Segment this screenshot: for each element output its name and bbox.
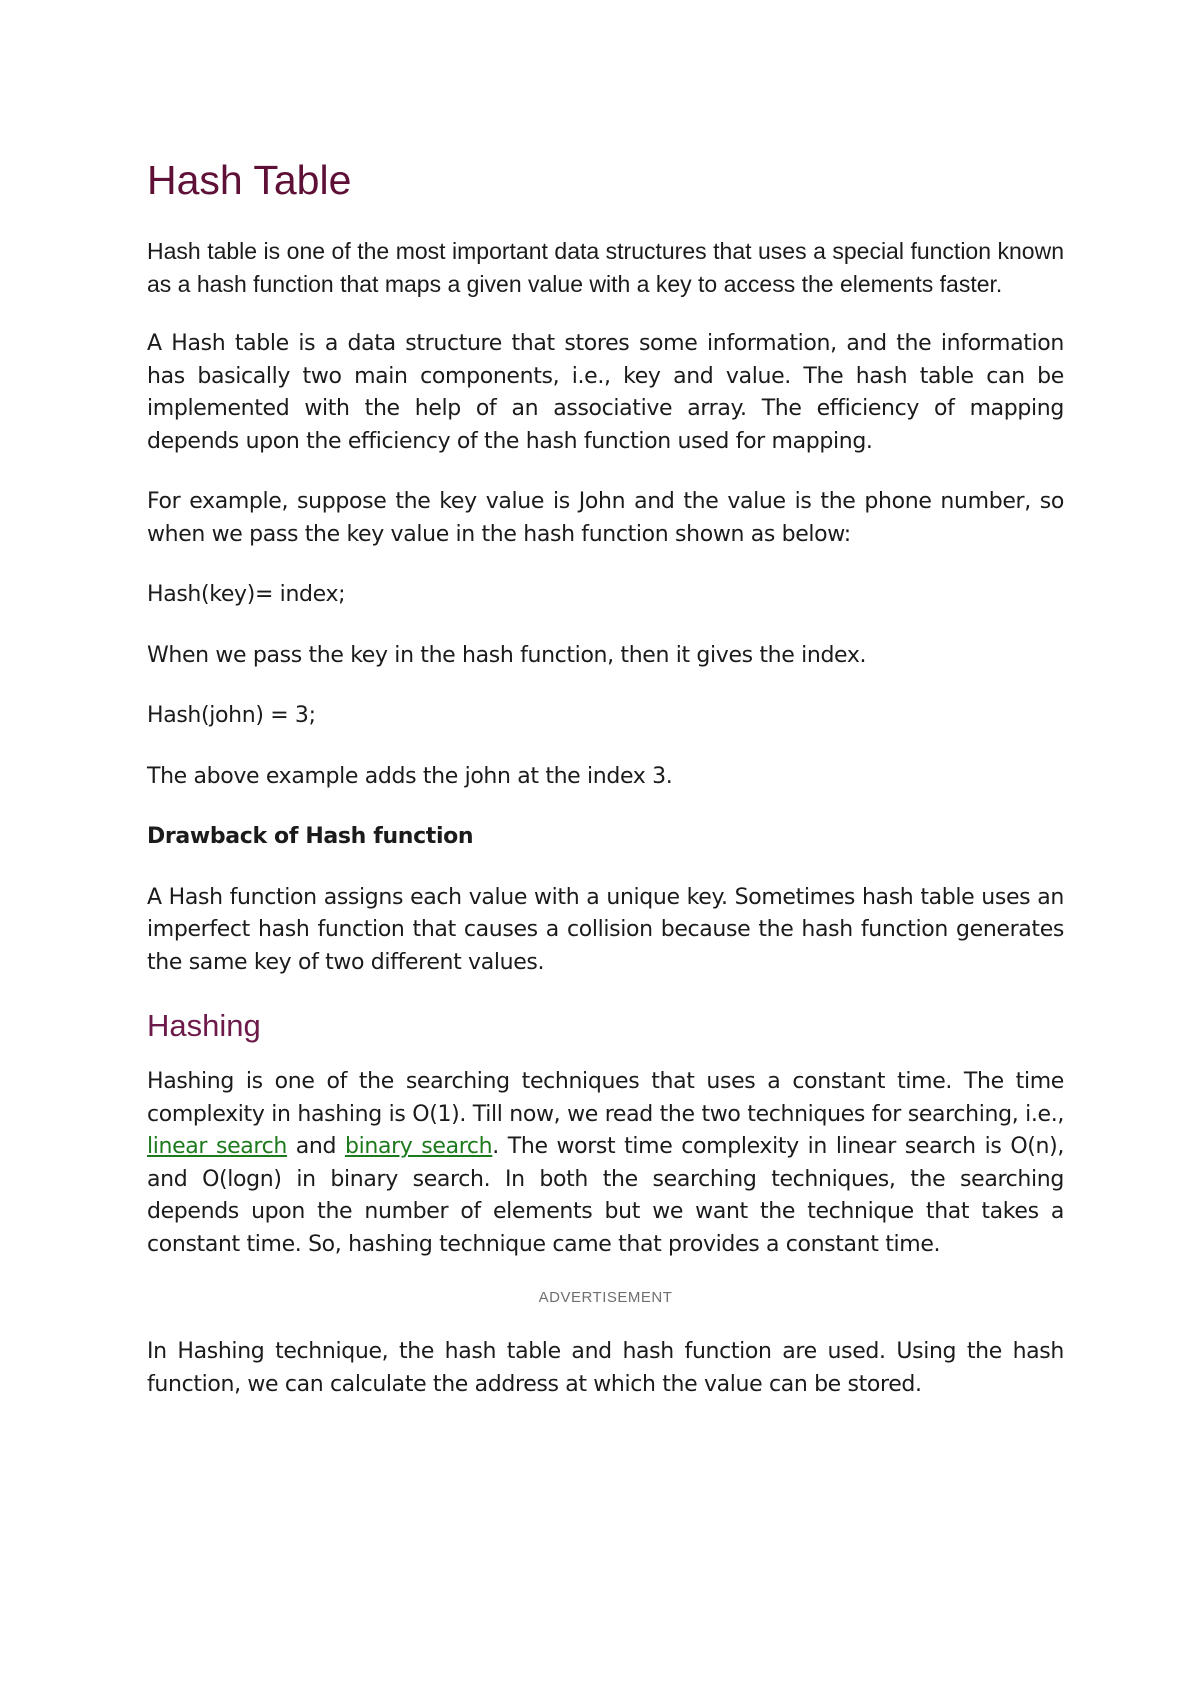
adds-john-paragraph: The above example adds the john at the index 3.: [147, 763, 673, 789]
drawback-heading: Drawback of Hash function: [147, 824, 474, 850]
hashing-text-1: Hashing is one of the searching techniques that uses a constant time. The time complexity in hashing is O(1). Till now, we read the two techniques for searching, i.e.,: [147, 1069, 1064, 1127]
linear-search-link[interactable]: linear search: [147, 1134, 287, 1160]
intro-paragraph: Hash table is one of the most important data structures that uses a special function known as a hash function that maps a given value with a key to access the elements faster.: [147, 238, 1064, 297]
hashing-paragraph: [147, 1066, 1064, 1261]
binary-search-link[interactable]: binary search: [344, 1134, 493, 1160]
example-paragraph: For example, suppose the key value is John and the value is the phone number, so when we pass the key value in the hash function shown as below:: [147, 489, 1064, 547]
hashing-text-3: . The worst time complexity in linear search is O(n), and O(logn) in binary search. In both the searching techniques, the searching depends upon the number of elements but we want the technique that takes a constant time. So, hashing technique came that provides a constant time.: [147, 1134, 1064, 1257]
technique-paragraph: In Hashing technique, the hash table and hash function are used. Using the hash function, we can calculate the address at which the value can be stored.: [147, 1339, 1064, 1397]
page-title: Hash Table: [147, 157, 352, 203]
hash-john-code: Hash(john) = 3;: [147, 703, 316, 729]
definition-paragraph: A Hash table is a data structure that stores some information, and the information has basically two main components, i.e., key and value. The hash table can be implemented with the help of an associative array. The efficiency of mapping depends upon the efficiency of the hash function used for mapping.: [147, 331, 1064, 454]
document-page: [147, 140, 1064, 1429]
drawback-paragraph: A Hash function assigns each value with a unique key. Sometimes hash table uses an imperfect hash function that causes a collision because the hash function generates the same key of two different values.: [147, 884, 1064, 975]
hash-key-code: Hash(key)= index;: [147, 582, 346, 608]
hashing-text-2: and: [286, 1134, 345, 1160]
pass-key-paragraph: When we pass the key in the hash function, then it gives the index.: [147, 642, 867, 668]
hashing-heading: Hashing: [147, 1008, 261, 1044]
advertisement-label: ADVERTISEMENT: [538, 1289, 673, 1307]
